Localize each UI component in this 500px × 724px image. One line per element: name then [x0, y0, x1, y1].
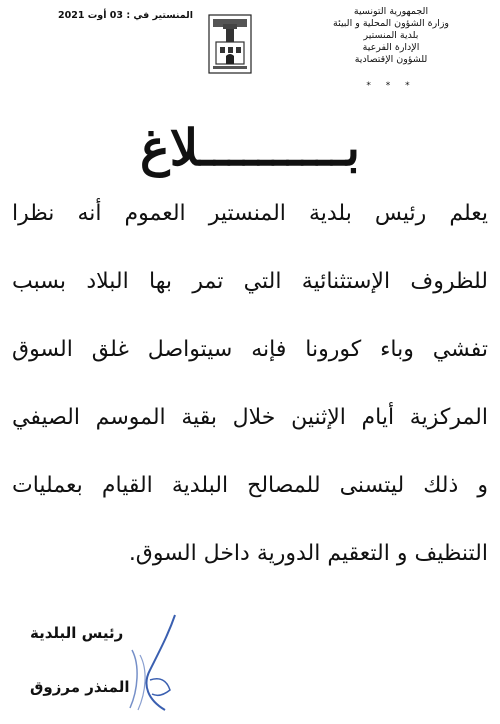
- body-line: المركزية أيام الإثنين خلال بقية الموسم الصيفي: [12, 405, 488, 430]
- body-line: و ذلك ليتسنى للمصالح البلدية القيام بعمليات: [12, 473, 488, 498]
- announcement-title: بــــــــــلاغ: [139, 118, 361, 177]
- body-line: يعلم رئيس بلدية المنستير العموم أنه نظرا: [12, 201, 488, 226]
- header-line: للشؤون الإقتصادية: [354, 54, 428, 65]
- header-line: الإدارة الفرعية: [362, 42, 420, 53]
- body-line: تفشي وباء كورونا فإنه سيتواصل غلق السوق: [12, 337, 488, 362]
- signatory-name: المنذر مرزوق: [30, 678, 130, 696]
- signature-stamp-icon: [120, 610, 190, 720]
- header-line: وزارة الشؤون المحلية و البيئة: [332, 18, 450, 29]
- body-line: للظروف الإستثنائية التي تمر بها البلاد بسبب: [12, 269, 488, 294]
- header-stars: * * *: [366, 81, 416, 91]
- document-date: المنستير في : 03 أوت 2021: [58, 10, 193, 21]
- signatory-title: رئيس البلدية: [30, 624, 124, 642]
- body-line: التنظيف و التعقيم الدورية داخل السوق.: [128, 541, 488, 566]
- announcement-body: [12, 182, 488, 590]
- ministry-header: [326, 6, 456, 92]
- municipal-emblem-icon: [208, 14, 252, 74]
- header-line: بلدية المنستير: [363, 30, 419, 41]
- header-line: الجمهورية التونسية: [353, 6, 429, 17]
